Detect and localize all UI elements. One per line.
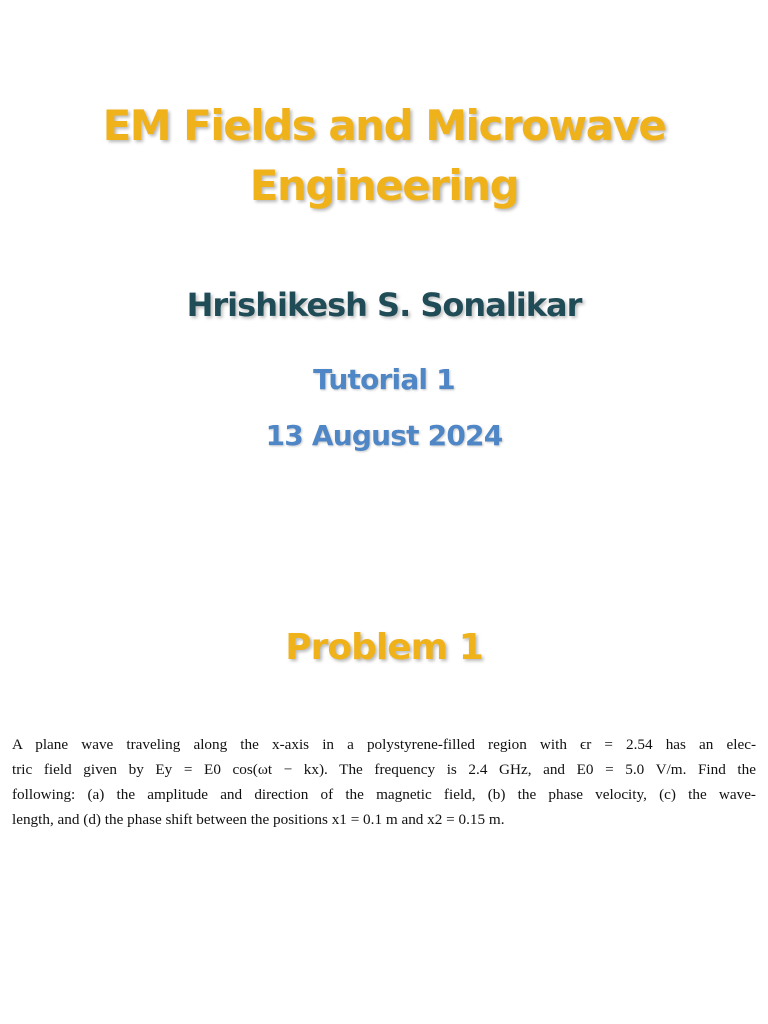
- course-title-line-1: EM Fields and Microwave: [102, 101, 666, 150]
- problem-statement: [12, 732, 756, 832]
- problem-line-4: length, and (d) the phase shift between the positions x1 = 0.1 m and x2 = 0.15 m.: [12, 811, 505, 828]
- tutorial-date: 13 August 2024: [265, 419, 503, 452]
- problem-line-3: following: (a) the amplitude and direction of the magnetic field, (b) the phase velocity, (c) the wave-: [12, 786, 756, 803]
- course-title-line-2: Engineering: [249, 161, 519, 210]
- problem-heading: Problem 1: [285, 627, 483, 668]
- author-name: Hrishikesh S. Sonalikar: [186, 286, 582, 324]
- problem-line-2: tric field given by Ey = E0 cos(ωt − kx). The frequency is 2.4 GHz, and E0 = 5.0 V/m. Find the: [12, 761, 756, 778]
- course-title: [0, 96, 768, 216]
- tutorial-label: Tutorial 1: [313, 363, 455, 396]
- problem-line-1: A plane wave traveling along the x-axis in a polystyrene-filled region with ϵr = 2.54 has an elec-: [12, 736, 756, 753]
